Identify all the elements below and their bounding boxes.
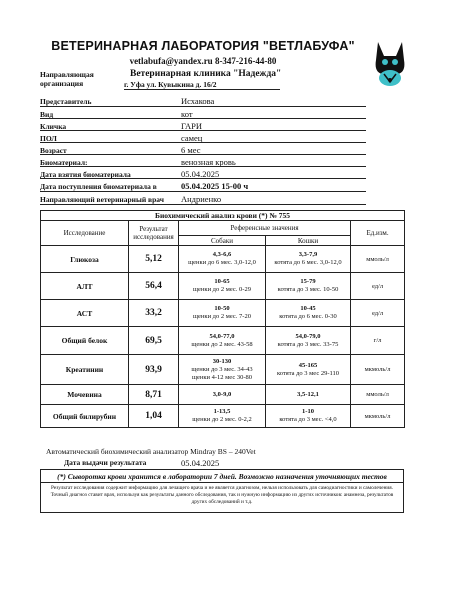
field-label-sample-date: Дата взятия биоматериала [40,170,131,179]
table-row [41,246,405,273]
col-header-study: Исследование [41,221,129,246]
table-header-row [41,221,405,236]
row-ref-cats: 1-10 котята до 3 мес. <4,0 [266,405,351,428]
table-caption: Биохимический анализ крови (*) № 755 [41,211,405,221]
table-row [41,355,405,385]
referral-clinic: Ветеринарная клиника "Надежда" [130,69,282,79]
field-value-sex: самец [181,133,203,143]
field-label-received-date: Дата поступления биоматериала в [40,182,157,191]
divider-3 [40,130,366,131]
field-label-biomaterial: Биоматериал: [40,158,88,167]
row-result: 93,9 [129,355,179,385]
row-unit: ед/л [351,300,405,327]
field-value-name: ГАРИ [181,121,202,131]
divider-6 [40,166,366,167]
divider-1 [40,106,366,107]
field-label-sex: ПОЛ [40,134,57,143]
referral-label-line1: Направляющая [40,70,94,79]
row-name: Общий билирубин [41,405,129,428]
row-name: Глюкоза [41,246,129,273]
row-unit: ед/л [351,273,405,300]
field-label-owner: Представитель [40,97,92,106]
field-label-age: Возраст [40,146,67,155]
row-unit: ммоль/л [351,246,405,273]
row-ref-cats: 3,3-7,9 котята до 6 мес. 3,0-12,0 [266,246,351,273]
field-value-doctor: Андриенко [181,194,222,204]
table-row [41,327,405,355]
row-result: 5,12 [129,246,179,273]
row-unit: мкмоль/л [351,355,405,385]
referral-address: г. Уфа ул. Кувыкина д. 16/2 [124,80,217,89]
row-name: Общий белок [41,327,129,355]
table-row [41,300,405,327]
address-underline [124,89,280,90]
row-ref-dogs: 1-13,5 щенки до 2 мес. 0-2,2 [179,405,266,428]
divider-7 [40,178,366,179]
lab-title: ВЕТЕРИНАРНАЯ ЛАБОРАТОРИЯ "ВЕТЛАБУФА" [51,39,355,53]
row-name: АЛТ [41,273,129,300]
field-label-species: Вид [40,110,54,119]
lab-contacts: vetlabufa@yandex.ru 8-347-216-44-80 [129,56,277,66]
col-header-result: Результат исследования [129,221,179,246]
col-header-dogs: Собаки [179,236,266,246]
row-ref-dogs: 4,3-6,6 щенки до 6 мес. 3,0-12,0 [179,246,266,273]
table-row [41,273,405,300]
row-result: 1,04 [129,405,179,428]
field-value-age: 6 мес [181,145,201,155]
field-value-owner: Исхакова [181,96,215,106]
issue-date-value: 05.04.2025 [181,458,220,468]
table-row [41,405,405,428]
row-ref-dogs: 10-50 щенки до 2 мес. 7-20 [179,300,266,327]
field-value-species: кот [181,109,193,119]
row-ref-cats: 54,0-79,0 котята до 3 мес. 33-75 [266,327,351,355]
row-name: Мочевина [41,385,129,405]
disclaimer-text: Результат исследования содержит информацию для лечащего врача и не является диагнозом, нельзя использовать для самодиагностики и самолечения. Точный диагноз ставит врач, используя как результаты данного обследования, так и нужную информацию из других источников: анамнеза, результатов других обследований и т.д. [40,483,404,513]
row-ref-cats: 10-45 котята до 6 мес. 0-30 [266,300,351,327]
row-ref-dogs: 3,0-9,0 [179,385,266,405]
referral-label-line2: организация [40,79,84,88]
field-label-name: Кличка [40,122,67,131]
row-unit: мкмоль/л [351,405,405,428]
row-unit: г/л [351,327,405,355]
biochemistry-table [40,210,405,428]
row-name: АСТ [41,300,129,327]
divider-9 [40,204,366,205]
lab-logo-cat-icon [368,38,412,88]
field-label-doctor: Направляющий ветеринарный врач [40,195,164,204]
row-unit: ммоль/л [351,385,405,405]
table-row [41,385,405,405]
divider-4 [40,142,366,143]
divider-8 [40,191,366,192]
row-name: Креатинин [41,355,129,385]
divider-5 [40,154,366,155]
row-result: 69,5 [129,327,179,355]
col-header-cats: Кошки [266,236,351,246]
row-result: 33,2 [129,300,179,327]
row-ref-dogs: 30-130 щенки до 3 мес. 34-43 щенки 4-12 мес 30-80 [179,355,266,385]
storage-note: (*) Сыворотка крови хранится в лаборатории 7 дней. Возможно назначения уточняющих тестов [40,469,404,483]
row-ref-dogs: 54,0-77,0 щенки до 2 мес. 43-58 [179,327,266,355]
table-caption-row [41,211,405,221]
row-ref-cats: 45-165 котята до 3 мес 29-110 [266,355,351,385]
row-result: 8,71 [129,385,179,405]
analyzer-info: Автоматический биохимический анализатор Mindray BS – 240Vet [46,447,256,456]
row-ref-cats: 15-79 котята до 3 мес. 10-50 [266,273,351,300]
row-ref-dogs: 10-65 щенки до 2 мес. 0-29 [179,273,266,300]
row-ref-cats: 3,5-12,1 [266,385,351,405]
row-result: 56,4 [129,273,179,300]
field-value-received-date: 05.04.2025 15-00 ч [181,181,249,191]
col-header-unit: Ед.изм. [351,221,405,246]
issue-date-label: Дата выдачи результата [64,458,147,467]
field-value-biomaterial: венозная кровь [181,157,236,167]
divider-2 [40,118,366,119]
field-value-sample-date: 05.04.2025 [181,169,220,179]
col-header-reference: Референсные значения [179,221,351,236]
